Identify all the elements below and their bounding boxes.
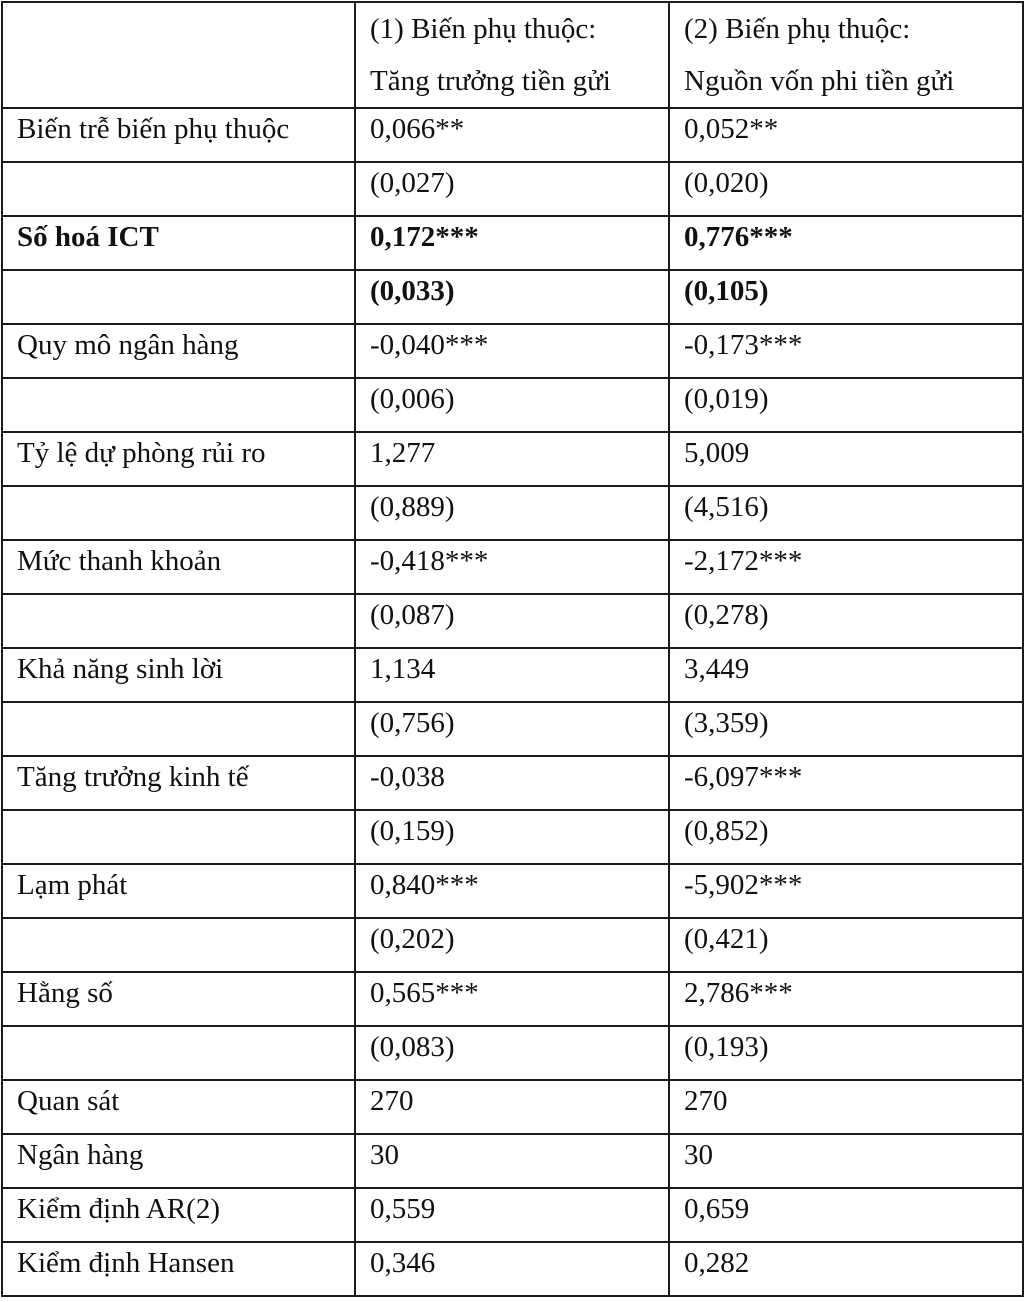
variable-cell: Quan sát	[2, 1080, 355, 1134]
model-2-cell: 270	[669, 1080, 1023, 1134]
variable-cell: Khả năng sinh lời	[2, 648, 355, 702]
header-model-1-line-2: Tăng trưởng tiền gửi	[370, 65, 611, 97]
variable-cell	[2, 378, 355, 432]
model-2-cell: (0,421)	[669, 918, 1023, 972]
model-2-cell: (0,020)	[669, 162, 1023, 216]
model-2-cell: -2,172***	[669, 540, 1023, 594]
variable-cell: Biến trễ biến phụ thuộc	[2, 108, 355, 162]
model-2-cell: 30	[669, 1134, 1023, 1188]
variable-cell	[2, 594, 355, 648]
model-2-cell: (0,852)	[669, 810, 1023, 864]
model-1-cell: 0,172***	[355, 216, 669, 270]
table-body	[2, 2, 1023, 1296]
model-1-cell: 0,565***	[355, 972, 669, 1026]
variable-cell: Kiểm định AR(2)	[2, 1188, 355, 1242]
variable-cell	[2, 486, 355, 540]
table-row	[2, 486, 1023, 540]
table-row	[2, 1080, 1023, 1134]
table-row	[2, 648, 1023, 702]
table-row	[2, 594, 1023, 648]
model-2-cell: 0,659	[669, 1188, 1023, 1242]
variable-cell	[2, 270, 355, 324]
model-1-cell: (0,087)	[355, 594, 669, 648]
model-2-cell: 3,449	[669, 648, 1023, 702]
model-2-cell: 0,776***	[669, 216, 1023, 270]
model-1-cell: 1,277	[355, 432, 669, 486]
header-cell-variable	[2, 2, 355, 108]
table-row	[2, 702, 1023, 756]
header-cell-model-1	[355, 2, 669, 108]
table-row	[2, 864, 1023, 918]
variable-cell: Hằng số	[2, 972, 355, 1026]
model-1-cell: (0,889)	[355, 486, 669, 540]
variable-cell: Quy mô ngân hàng	[2, 324, 355, 378]
model-1-cell: (0,033)	[355, 270, 669, 324]
variable-cell: Lạm phát	[2, 864, 355, 918]
variable-cell: Ngân hàng	[2, 1134, 355, 1188]
table-row	[2, 432, 1023, 486]
table-row	[2, 162, 1023, 216]
model-2-cell: 5,009	[669, 432, 1023, 486]
table-row	[2, 1134, 1023, 1188]
model-2-cell: 0,282	[669, 1242, 1023, 1296]
variable-cell	[2, 162, 355, 216]
variable-cell: Tỷ lệ dự phòng rủi ro	[2, 432, 355, 486]
model-2-cell: -0,173***	[669, 324, 1023, 378]
variable-cell: Kiểm định Hansen	[2, 1242, 355, 1296]
header-model-1-line-1: (1) Biến phụ thuộc:	[370, 13, 597, 45]
table-row	[2, 810, 1023, 864]
model-2-cell: (0,019)	[669, 378, 1023, 432]
model-1-cell: -0,418***	[355, 540, 669, 594]
model-2-cell: 2,786***	[669, 972, 1023, 1026]
model-1-cell: (0,159)	[355, 810, 669, 864]
model-1-cell: (0,756)	[355, 702, 669, 756]
model-1-cell: 0,066**	[355, 108, 669, 162]
table-header-row	[2, 2, 1023, 108]
variable-cell	[2, 1026, 355, 1080]
model-1-cell: -0,038	[355, 756, 669, 810]
model-1-cell: 1,134	[355, 648, 669, 702]
variable-cell	[2, 918, 355, 972]
regression-results-table	[1, 1, 1024, 1297]
variable-cell: Tăng trưởng kinh tế	[2, 756, 355, 810]
table-row	[2, 378, 1023, 432]
header-model-2-line-2: Nguồn vốn phi tiền gửi	[684, 65, 955, 97]
table-row	[2, 540, 1023, 594]
model-2-cell: (0,105)	[669, 270, 1023, 324]
model-1-cell: 0,346	[355, 1242, 669, 1296]
model-1-cell: 0,559	[355, 1188, 669, 1242]
model-1-cell: 270	[355, 1080, 669, 1134]
model-2-cell: 0,052**	[669, 108, 1023, 162]
model-1-cell: (0,027)	[355, 162, 669, 216]
model-1-cell: 30	[355, 1134, 669, 1188]
model-1-cell: (0,083)	[355, 1026, 669, 1080]
model-2-cell: (3,359)	[669, 702, 1023, 756]
table-row	[2, 1242, 1023, 1296]
model-2-cell: (0,278)	[669, 594, 1023, 648]
variable-cell	[2, 810, 355, 864]
table-row	[2, 108, 1023, 162]
model-1-cell: 0,840***	[355, 864, 669, 918]
table-row	[2, 756, 1023, 810]
table-row	[2, 324, 1023, 378]
model-1-cell: -0,040***	[355, 324, 669, 378]
header-cell-model-2	[669, 2, 1023, 108]
model-1-cell: (0,202)	[355, 918, 669, 972]
model-2-cell: (0,193)	[669, 1026, 1023, 1080]
model-2-cell: -5,902***	[669, 864, 1023, 918]
table-row	[2, 972, 1023, 1026]
table-row	[2, 1188, 1023, 1242]
table-row	[2, 270, 1023, 324]
model-1-cell: (0,006)	[355, 378, 669, 432]
table-row	[2, 216, 1023, 270]
model-2-cell: -6,097***	[669, 756, 1023, 810]
variable-cell: Mức thanh khoản	[2, 540, 355, 594]
table-row	[2, 918, 1023, 972]
variable-cell	[2, 702, 355, 756]
table-row	[2, 1026, 1023, 1080]
header-model-2-line-1: (2) Biến phụ thuộc:	[684, 13, 911, 45]
model-2-cell: (4,516)	[669, 486, 1023, 540]
variable-cell: Số hoá ICT	[2, 216, 355, 270]
